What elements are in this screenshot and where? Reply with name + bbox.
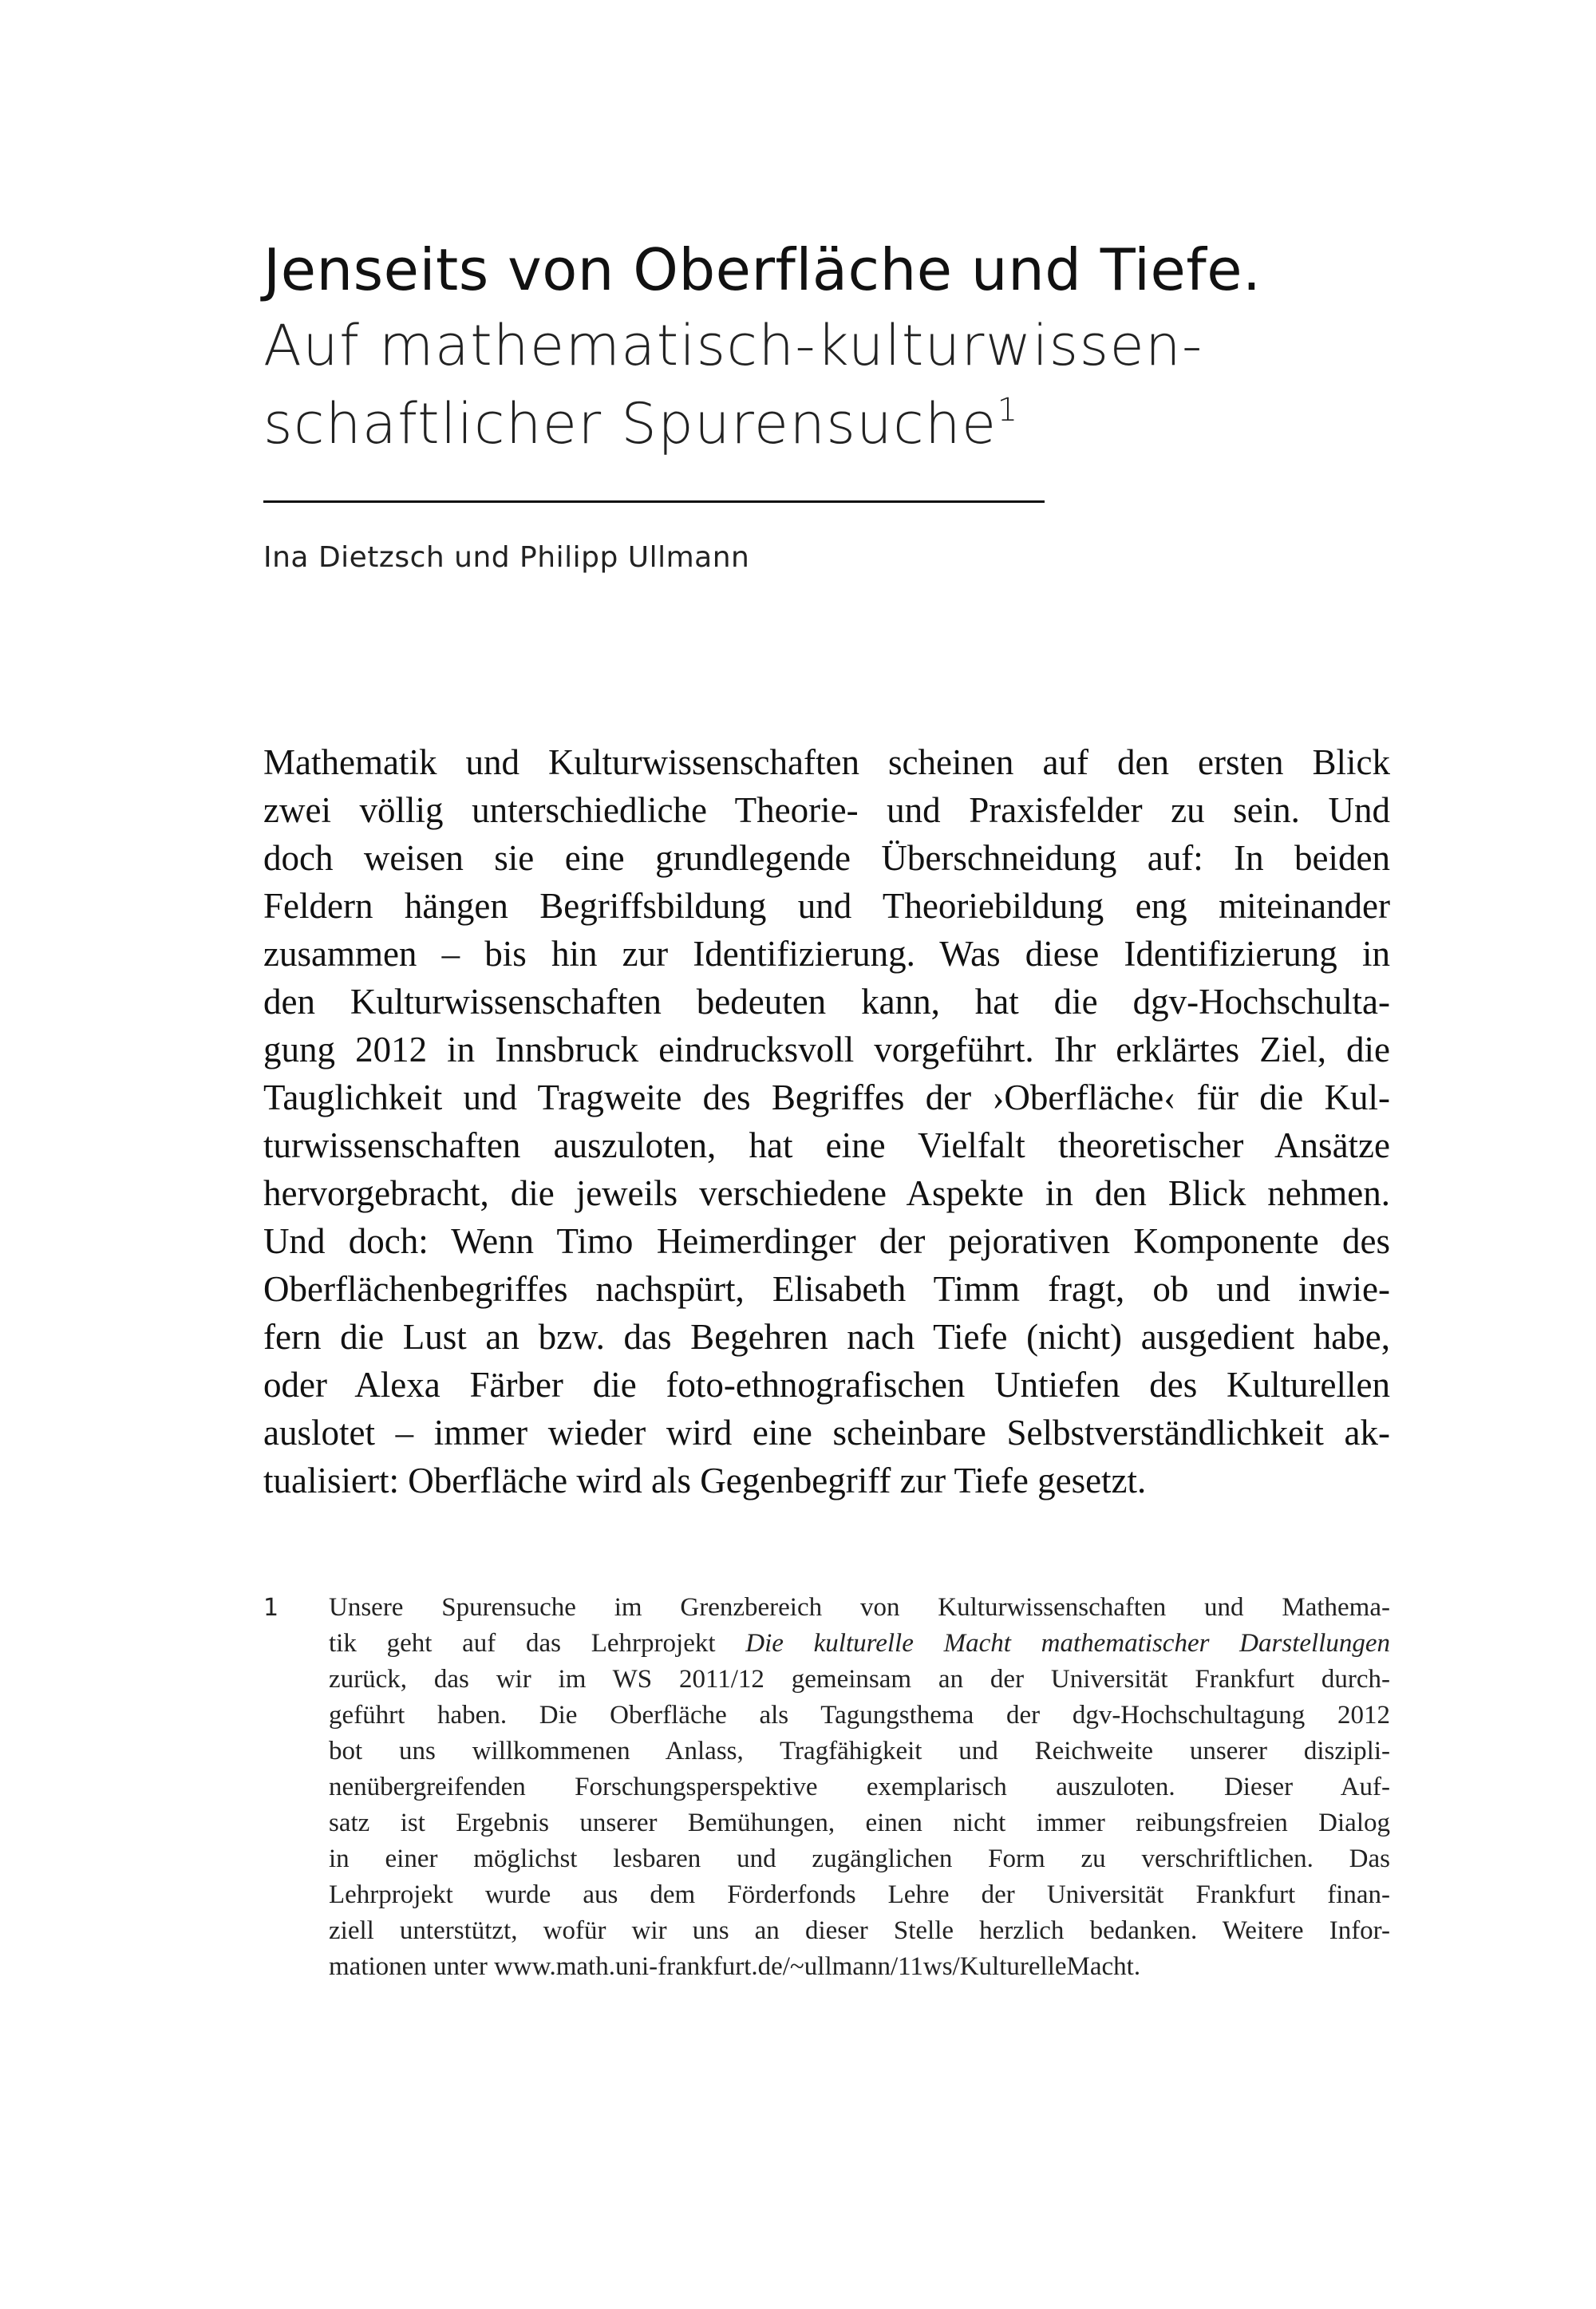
footnote-line-text: tik geht auf das Lehrprojekt: [329, 1629, 746, 1658]
footnote-line: bot uns willkommenen Anlass, Tragfähigkeit und Reichweite unserer diszipli-: [329, 1737, 1390, 1765]
title-line-3: [263, 385, 1365, 463]
body-line: hervorgebracht, die jeweils verschiedene Aspekte in den Blick nehmen.: [263, 1173, 1390, 1213]
body-line: Feldern hängen Begriffsbildung und Theoriebildung eng miteinander: [263, 886, 1390, 926]
body-line: gung 2012 in Innsbruck eindrucksvoll vorgeführt. Ihr erklärtes Ziel, die: [263, 1030, 1390, 1069]
body-line: Tauglichkeit und Tragweite des Begriffes der ›Oberfläche‹ für die Kul-: [263, 1077, 1390, 1117]
body-line: den Kulturwissenschaften bedeuten kann, hat die dgv-Hochschulta-: [263, 982, 1390, 1022]
title-line-3-text: schaftlicher Spurensuche: [263, 391, 998, 457]
footnote-line: in einer möglichst lesbaren und zugänglichen Form zu verschriftlichen. Das: [329, 1844, 1390, 1873]
footnote-line: satz ist Ergebnis unserer Bemühungen, einen nicht immer reibungsfreien Dialog: [329, 1809, 1390, 1837]
title-divider: [263, 500, 1045, 503]
body-line: turwissenschaften auszuloten, hat eine Vielfalt theoretischer Ansätze: [263, 1125, 1390, 1165]
body-line: oder Alexa Färber die foto-ethnografischen Untiefen des Kulturellen: [263, 1365, 1390, 1405]
body-line: tualisiert: Oberfläche wird als Gegenbegriff zur Tiefe gesetzt.: [263, 1461, 1147, 1500]
body-line: zwei völlig unterschiedliche Theorie- und Praxisfelder zu sein. Und: [263, 790, 1390, 830]
footnote-line: Lehrprojekt wurde aus dem Förderfonds Lehre der Universität Frankfurt finan-: [329, 1880, 1390, 1909]
footnote-number: 1: [263, 1594, 279, 1622]
body-line: auslotet – immer wieder wird eine scheinbare Selbstverständlichkeit ak-: [263, 1413, 1390, 1453]
authors: Ina Dietzsch und Philipp Ullmann: [263, 541, 750, 574]
article-title: [263, 233, 1365, 463]
body-line: fern die Lust an bzw. das Begehren nach Tiefe (nicht) ausgedient habe,: [263, 1317, 1390, 1357]
footnote-line: geführt haben. Die Oberfläche als Tagungsthema der dgv-Hochschultagung 2012: [329, 1701, 1390, 1730]
footnote-line: Unsere Spurensuche im Grenzbereich von Kulturwissenschaften und Mathema-: [329, 1593, 1390, 1622]
footnote-url-line: mationen unter www.math.uni-frankfurt.de/~ullmann/11ws/KulturelleMacht.: [329, 1952, 1141, 1981]
body-line: Und doch: Wenn Timo Heimerdinger der pejorativen Komponente des: [263, 1221, 1390, 1261]
footnote-line: zurück, das wir im WS 2011/12 gemeinsam an der Universität Frankfurt durch-: [329, 1665, 1390, 1694]
body-line: Oberflächenbegriffes nachspürt, Elisabeth Timm fragt, ob und inwie-: [263, 1269, 1390, 1309]
title-footnote-marker[interactable]: 1: [997, 392, 1019, 429]
body-line: doch weisen sie eine grundlegende Überschneidung auf: In beiden: [263, 838, 1390, 878]
body-line: Mathematik und Kulturwissenschaften scheinen auf den ersten Blick: [263, 742, 1390, 782]
footnote-text: [329, 1590, 1390, 1985]
footnote-line: [329, 1626, 1390, 1662]
body-line: zusammen – bis hin zur Identifizierung. Was diese Identifizierung in: [263, 934, 1390, 974]
project-title: Die kulturelle Macht mathematischer Darstellungen: [745, 1629, 1390, 1658]
title-line-1: Jenseits von Oberfläche und Tiefe.: [263, 236, 1262, 303]
footnote-line: nenübergreifenden Forschungsperspektive exemplarisch auszuloten. Dieser Auf-: [329, 1773, 1390, 1801]
title-line-2: Auf mathematisch-kulturwissen-: [263, 313, 1203, 378]
body-paragraph: [263, 738, 1390, 1504]
footnote-line: ziell unterstützt, wofür wir uns an dieser Stelle herzlich bedanken. Weitere Infor-: [329, 1916, 1390, 1945]
